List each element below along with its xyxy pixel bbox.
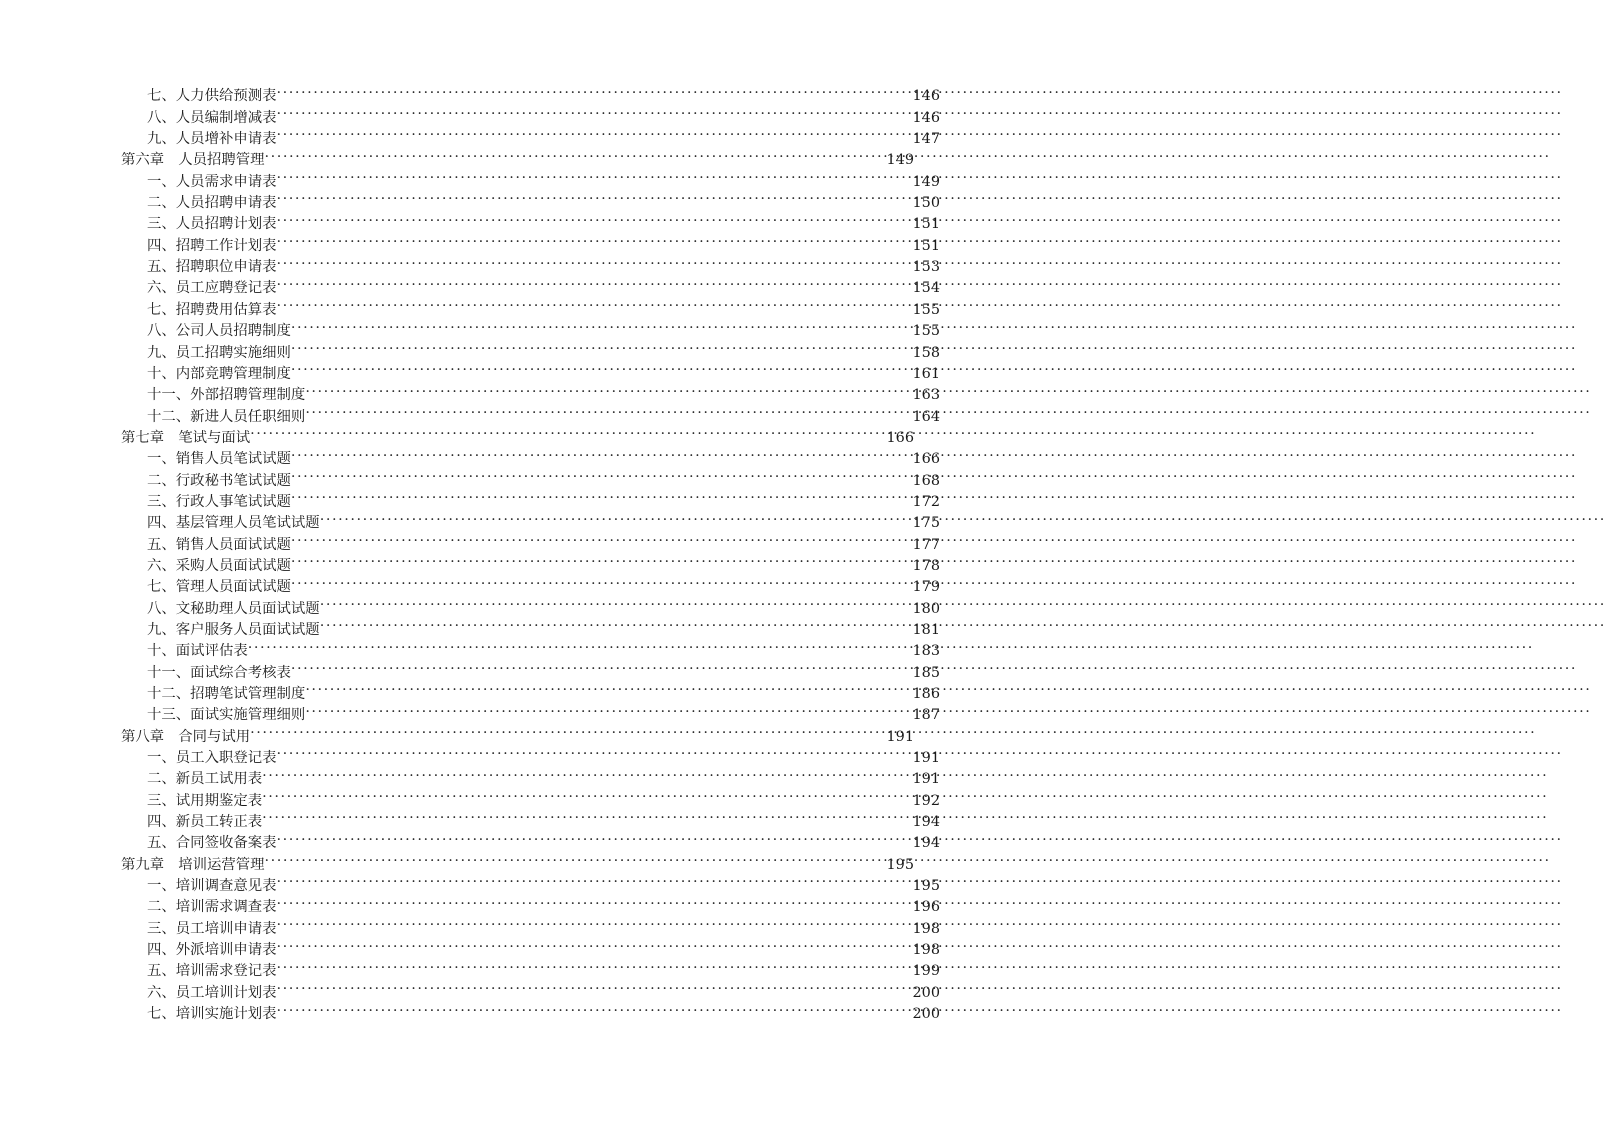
toc-dot-leader	[277, 918, 913, 932]
toc-dot-leader	[248, 641, 913, 655]
toc-dot-leader	[320, 620, 913, 634]
toc-dot-leader	[277, 171, 913, 185]
toc-entry-title: 五、招聘职位申请表	[147, 259, 277, 276]
toc-page-number: 147	[912, 131, 940, 148]
toc-page-number: 191	[912, 750, 940, 767]
toc-dot-leader	[277, 876, 913, 890]
toc-page-number: 191	[912, 771, 940, 788]
toc-entry-title: 十一、外部招聘管理制度	[147, 387, 306, 404]
toc-dot-leader	[262, 812, 912, 826]
toc-entry-title: 一、培训调查意见表	[147, 878, 277, 895]
toc-dot-leader	[305, 705, 912, 719]
toc-dot-leader	[277, 235, 913, 249]
toc-dot-leader	[277, 129, 913, 143]
toc-entry-title: 十三、面试实施管理细则	[147, 707, 306, 724]
toc-dot-leader	[305, 684, 912, 698]
toc-dot-leader	[305, 406, 912, 420]
toc-chapter-number: 第七章	[121, 429, 165, 446]
toc-page-number: 149	[886, 152, 914, 169]
toc-entry-title: 五、销售人员面试试题	[147, 536, 291, 553]
toc-page-number: 146	[912, 88, 940, 105]
toc-dot-leader	[320, 598, 913, 612]
toc-page-number: 195	[912, 878, 940, 895]
toc-entry-title: 六、采购人员面试试题	[147, 557, 291, 574]
toc-entry-title: 五、合同签收备案表	[147, 835, 277, 852]
toc-entry-title: 七、培训实施计划表	[147, 1006, 277, 1023]
toc-page-number: 158	[912, 344, 940, 361]
toc-page-number: 149	[912, 173, 940, 190]
toc-dot-leader	[291, 556, 913, 570]
toc-dot-leader	[291, 577, 913, 591]
toc-chapter-number: 第八章	[121, 728, 165, 745]
toc-page-number: 185	[912, 664, 940, 681]
toc-dot-leader	[277, 1004, 913, 1018]
toc-page-number: 163	[912, 387, 940, 404]
toc-dot-leader	[291, 492, 913, 506]
toc-entry-title: 十、面试评估表	[147, 643, 248, 660]
toc-page-number: 186	[912, 686, 940, 703]
table-of-contents	[0, 86, 940, 1025]
toc-entry-title: 三、行政人事笔试试题	[147, 493, 291, 510]
toc-entry-title: 十二、新进人员任职细则	[147, 408, 306, 425]
toc-entry-title: 九、员工招聘实施细则	[147, 344, 291, 361]
toc-page-number: 194	[912, 814, 940, 831]
toc-chapter-number: 第九章	[121, 856, 165, 873]
toc-dot-leader	[277, 214, 913, 228]
toc-page-number: 199	[912, 963, 940, 980]
toc-dot-leader	[305, 385, 912, 399]
toc-entry-title: 十、内部竞聘管理制度	[147, 365, 291, 382]
toc-dot-leader	[320, 513, 913, 527]
toc-entry-title: 三、人员招聘计划表	[147, 216, 277, 233]
toc-entry-title: 一、人员需求申请表	[147, 173, 277, 190]
toc-dot-leader	[277, 833, 913, 847]
toc-entry-title: 五、培训需求登记表	[147, 963, 277, 980]
toc-dot-leader	[277, 982, 913, 996]
toc-dot-leader	[250, 726, 883, 740]
toc-entry-title: 八、公司人员招聘制度	[147, 323, 291, 340]
toc-page-number: 200	[912, 1006, 940, 1023]
toc-page-number: 172	[912, 493, 940, 510]
toc-page-number: 198	[912, 942, 940, 959]
toc-entry[interactable]	[0, 1004, 1054, 1025]
toc-entry-title: 笔试与面试	[178, 429, 251, 446]
toc-dot-leader	[250, 428, 883, 442]
toc-page-number: 179	[912, 579, 940, 596]
toc-entry-title: 三、员工培训申请表	[147, 920, 277, 937]
toc-dot-leader	[277, 748, 913, 762]
toc-dot-leader	[291, 342, 913, 356]
toc-entry-title: 十一、面试综合考核表	[147, 664, 291, 681]
toc-entry-title: 二、新员工试用表	[147, 771, 263, 788]
toc-page-number: 155	[912, 301, 940, 318]
toc-entry-title: 八、文秘助理人员面试试题	[147, 600, 320, 617]
toc-page-number: 164	[912, 408, 940, 425]
toc-page-number: 153	[912, 259, 940, 276]
toc-entry-title: 九、人员增补申请表	[147, 131, 277, 148]
toc-dot-leader	[265, 150, 883, 164]
toc-entry-title: 合同与试用	[178, 728, 251, 745]
toc-entry-title: 九、客户服务人员面试试题	[147, 621, 320, 638]
toc-dot-leader	[291, 363, 913, 377]
toc-page-number: 177	[912, 536, 940, 553]
toc-page-number: 181	[912, 621, 940, 638]
toc-dot-leader	[262, 790, 912, 804]
toc-dot-leader	[291, 449, 913, 463]
toc-entry-title: 培训运营管理	[178, 856, 265, 873]
toc-page-number: 155	[912, 323, 940, 340]
toc-page-number: 180	[912, 600, 940, 617]
toc-dot-leader	[291, 321, 913, 335]
toc-entry-title: 七、人力供给预测表	[147, 88, 277, 105]
toc-page-number: 168	[912, 472, 940, 489]
toc-dot-leader	[265, 854, 883, 868]
toc-entry-title: 四、招聘工作计划表	[147, 237, 277, 254]
toc-page-number: 161	[912, 365, 940, 382]
toc-dot-leader	[277, 107, 913, 121]
toc-entry-title: 六、员工培训计划表	[147, 984, 277, 1001]
toc-dot-leader	[277, 193, 913, 207]
toc-page-number: 194	[912, 835, 940, 852]
toc-page-number: 150	[912, 195, 940, 212]
toc-dot-leader	[277, 257, 913, 271]
toc-page-number: 166	[886, 429, 914, 446]
toc-page-number: 192	[912, 792, 940, 809]
toc-page-number: 200	[912, 984, 940, 1001]
toc-page-number: 151	[912, 216, 940, 233]
toc-entry-title: 四、外派培训申请表	[147, 942, 277, 959]
toc-entry-title: 二、行政秘书笔试试题	[147, 472, 291, 489]
toc-page-number: 198	[912, 920, 940, 937]
toc-page-number: 196	[912, 899, 940, 916]
toc-dot-leader	[277, 86, 913, 100]
toc-entry-title: 二、培训需求调查表	[147, 899, 277, 916]
toc-dot-leader	[277, 278, 913, 292]
toc-dot-leader	[277, 299, 913, 313]
toc-dot-leader	[291, 662, 913, 676]
toc-page-number: 166	[912, 451, 940, 468]
toc-entry-title: 三、试用期鉴定表	[147, 792, 263, 809]
toc-page-number: 183	[912, 643, 940, 660]
toc-dot-leader	[291, 534, 913, 548]
toc-entry-title: 人员招聘管理	[178, 152, 265, 169]
toc-page-number: 175	[912, 515, 940, 532]
toc-chapter-number: 第六章	[121, 152, 165, 169]
toc-entry-title: 一、员工入职登记表	[147, 750, 277, 767]
toc-entry-title: 七、管理人员面试试题	[147, 579, 291, 596]
toc-page-number: 151	[912, 237, 940, 254]
toc-page-number: 195	[886, 856, 914, 873]
toc-page-number: 146	[912, 109, 940, 126]
toc-entry-title: 八、人员编制增减表	[147, 109, 277, 126]
toc-entry-title: 十二、招聘笔试管理制度	[147, 686, 306, 703]
toc-page-number: 154	[912, 280, 940, 297]
toc-page-number: 178	[912, 557, 940, 574]
toc-dot-leader	[277, 940, 913, 954]
toc-entry-title: 七、招聘费用估算表	[147, 301, 277, 318]
toc-entry-title: 四、基层管理人员笔试试题	[147, 515, 320, 532]
toc-entry-title: 一、销售人员笔试试题	[147, 451, 291, 468]
toc-entry-title: 六、员工应聘登记表	[147, 280, 277, 297]
toc-dot-leader	[277, 961, 913, 975]
toc-page-number: 187	[912, 707, 940, 724]
toc-dot-leader	[262, 769, 912, 783]
toc-dot-leader	[291, 470, 913, 484]
toc-dot-leader	[277, 897, 913, 911]
toc-page-number: 191	[886, 728, 914, 745]
toc-entry-title: 二、人员招聘申请表	[147, 195, 277, 212]
toc-entry-title: 四、新员工转正表	[147, 814, 263, 831]
